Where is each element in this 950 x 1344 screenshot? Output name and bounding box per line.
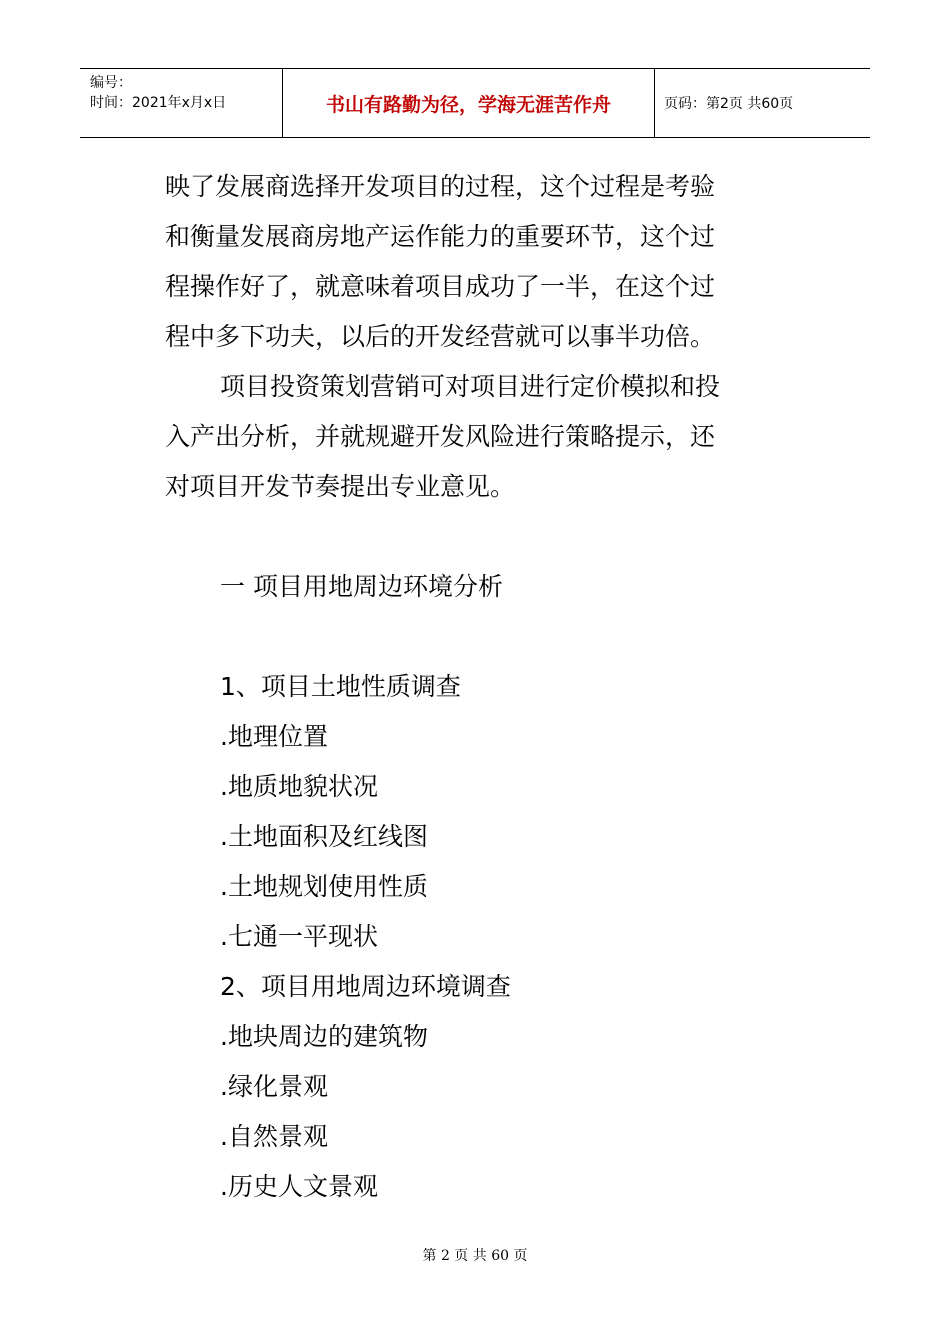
text-line: 入产出分析，并就规避开发风险进行策略提示，还 [165, 422, 716, 451]
subsection-title: 2、项目用地周边环境调查 [220, 972, 511, 1001]
list-item: .七通一平现状 [220, 922, 378, 951]
list-item: .绿化景观 [220, 1072, 328, 1101]
list-item: .土地面积及红线图 [220, 822, 428, 851]
list-item: .历史人文景观 [220, 1172, 378, 1201]
text-line: 程中多下功夫，以后的开发经营就可以事半功倍。 [165, 322, 716, 351]
header-meta [80, 69, 282, 137]
text-line: 映了发展商选择开发项目的过程，这个过程是考验 [165, 172, 716, 201]
header-motto: 书山有路勤为径，学海无涯苦作舟 [282, 69, 655, 137]
header-page-info: 页码：第2页 共60页 [664, 96, 794, 112]
document-body [165, 162, 795, 1212]
section-title: 一 项目用地周边环境分析 [220, 572, 503, 601]
list-item: .自然景观 [220, 1122, 328, 1151]
list-item: .土地规划使用性质 [220, 872, 428, 901]
list-item: .地块周边的建筑物 [220, 1022, 428, 1051]
paragraph [165, 162, 795, 362]
list-item: .地质地貌状况 [220, 772, 378, 801]
text-line: 项目投资策划营销可对项目进行定价模拟和投 [220, 372, 721, 401]
text-line: 程操作好了，就意味着项目成功了一半，在这个过 [165, 272, 716, 301]
paragraph [165, 362, 795, 512]
page-header [80, 68, 870, 138]
subsection-title: 1、项目土地性质调查 [220, 672, 461, 701]
text-line: 和衡量发展商房地产运作能力的重要环节，这个过 [165, 222, 716, 251]
spacer [165, 612, 795, 662]
document-date: 时间：2021年x月x日 [90, 95, 227, 111]
document-number-label: 编号： [90, 75, 132, 91]
list-item: .地理位置 [220, 722, 328, 751]
text-line: 对项目开发节奏提出专业意见。 [165, 472, 516, 501]
page-footer: 第 2 页 共 60 页 [422, 1248, 528, 1264]
spacer [165, 512, 795, 562]
